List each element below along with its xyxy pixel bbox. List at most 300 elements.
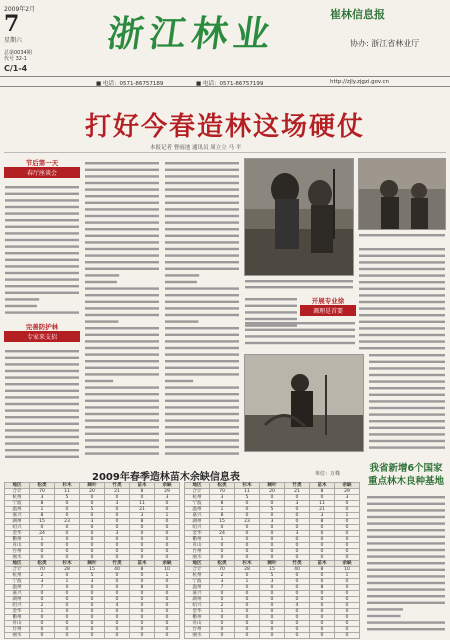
table-cell: 3 <box>285 501 310 507</box>
text-line <box>165 162 239 164</box>
table-cell: 2 <box>30 573 55 579</box>
table-cell: 3 <box>30 579 55 585</box>
table-cell: 0 <box>105 621 130 627</box>
text-line <box>359 288 445 290</box>
text-line <box>5 186 79 188</box>
table-cell: 0 <box>105 537 130 543</box>
column-header: 余缺 <box>155 483 180 489</box>
text-line <box>85 274 119 276</box>
table-cell: 0 <box>285 507 310 513</box>
table-cell: 0 <box>105 543 130 549</box>
table-cell: 0 <box>310 495 335 501</box>
table-cell: 0 <box>310 615 335 621</box>
text-line <box>369 354 445 356</box>
table-cell: 0 <box>155 621 180 627</box>
table-cell: 3 <box>155 495 180 501</box>
date-weekday: 星期六 <box>4 37 23 44</box>
table-cell: 8 <box>130 585 155 591</box>
text-line <box>5 383 79 385</box>
table-cell: 宁波 <box>185 579 210 585</box>
table-cell: 28 <box>55 567 80 573</box>
brand-name: 崔林信息报 <box>330 8 385 21</box>
table-cell: 0 <box>210 525 235 531</box>
column-header: 余缺 <box>155 561 180 567</box>
date-year-month: 2009年2月 <box>4 6 36 13</box>
text-line <box>85 360 159 362</box>
table-cell: 0 <box>130 495 155 501</box>
table-cell: 0 <box>260 621 285 627</box>
table-cell: 0 <box>260 627 285 633</box>
table-cell: 8 <box>130 519 155 525</box>
table-cell: 0 <box>260 543 285 549</box>
text-line <box>369 427 445 429</box>
table-cell: 40 <box>105 567 130 573</box>
table-cell: 0 <box>235 531 260 537</box>
text-line <box>359 255 445 257</box>
table-cell: 0 <box>235 543 260 549</box>
table-cell: 0 <box>130 543 155 549</box>
text-line <box>85 320 118 322</box>
table-cell: 0 <box>235 597 260 603</box>
table-cell: 0 <box>210 549 235 555</box>
table-cell: 0 <box>80 537 105 543</box>
text-line <box>165 254 239 256</box>
table-cell: 0 <box>285 633 310 639</box>
text-line <box>165 241 239 243</box>
table-cell: 0 <box>80 531 105 537</box>
table-cell: 0 <box>155 549 180 555</box>
text-line <box>85 235 159 237</box>
text-line <box>245 298 297 300</box>
table-cell: 21 <box>310 507 335 513</box>
text-line <box>85 182 159 184</box>
text-line <box>165 400 239 402</box>
table-cell: 15 <box>30 519 55 525</box>
table-unit: 单位：万株 <box>315 471 341 477</box>
text-line <box>245 286 353 288</box>
table-cell: 绍兴 <box>5 525 30 531</box>
table-cell: 0 <box>30 543 55 549</box>
table-cell: 1 <box>155 513 180 519</box>
text-line <box>245 280 353 282</box>
text-line <box>367 582 445 584</box>
table-cell: 3 <box>285 531 310 537</box>
text-line <box>369 374 445 376</box>
text-line <box>165 373 239 375</box>
table-cell: 0 <box>235 591 260 597</box>
table-cell: 11 <box>310 501 335 507</box>
table-cell: 1 <box>155 573 180 579</box>
table-cell: 5 <box>260 507 285 513</box>
table-cell: 温州 <box>5 507 30 513</box>
text-line <box>165 202 239 204</box>
text-line <box>369 361 445 363</box>
text-line <box>359 301 445 303</box>
table-cell: 0 <box>260 615 285 621</box>
table-row <box>5 633 180 639</box>
table-cell: 11 <box>130 501 155 507</box>
table-cell: 0 <box>285 615 310 621</box>
table-cell: 8 <box>210 513 235 519</box>
text-line <box>5 436 79 438</box>
table-cell: 21 <box>105 489 130 495</box>
table-cell: 0 <box>80 501 105 507</box>
text-line <box>359 340 445 342</box>
text-line <box>367 575 445 577</box>
column-header: 苗木 <box>130 561 155 567</box>
table-cell: 0 <box>335 531 360 537</box>
table-cell: 0 <box>80 615 105 621</box>
table-cell: 台州 <box>5 549 30 555</box>
contact-bar <box>0 76 450 87</box>
article-body-text <box>164 160 240 458</box>
subhead-1: 节后第一天 <box>25 159 59 167</box>
text-line <box>165 413 239 415</box>
text-line <box>245 311 297 313</box>
table-cell: 0 <box>80 597 105 603</box>
table-cell: 0 <box>335 501 360 507</box>
article-body-text <box>368 352 446 452</box>
table-cell: 0 <box>155 615 180 621</box>
table-cell: 0 <box>55 555 80 561</box>
text-line <box>5 350 79 352</box>
table-cell: 0 <box>210 621 235 627</box>
table-cell: 0 <box>335 633 360 639</box>
table-cell: 10 <box>155 567 180 573</box>
text-line <box>85 314 159 316</box>
table-cell: 0 <box>335 609 360 615</box>
byline: 本报记者 曹雨池 通讯员 周立立 马 平 <box>150 145 242 151</box>
table-cell: 0 <box>310 537 335 543</box>
table-cell: 0 <box>285 543 310 549</box>
table-cell: 0 <box>335 615 360 621</box>
table-cell: 金华 <box>185 609 210 615</box>
table-cell: 24 <box>210 531 235 537</box>
text-line <box>367 542 445 544</box>
text-line <box>369 407 445 409</box>
table-cell: 0 <box>55 501 80 507</box>
text-line <box>85 307 159 309</box>
table-cell: 0 <box>80 633 105 639</box>
table-cell: 0 <box>130 591 155 597</box>
table-cell: 23 <box>235 519 260 525</box>
table-cell: 0 <box>130 633 155 639</box>
table-cell: 1 <box>30 537 55 543</box>
table-cell: 3 <box>335 495 360 501</box>
table-cell: 合计 <box>5 489 30 495</box>
photo-caption <box>358 232 446 244</box>
text-line <box>165 287 239 289</box>
table-cell: 0 <box>80 543 105 549</box>
text-line <box>5 272 79 274</box>
text-line <box>85 202 159 204</box>
table-cell: 28 <box>235 567 260 573</box>
text-line <box>85 162 159 164</box>
table-cell: 0 <box>30 525 55 531</box>
table-cell: 0 <box>105 609 130 615</box>
text-lines <box>164 160 240 458</box>
table-cell: 0 <box>55 603 80 609</box>
table-cell: 0 <box>285 627 310 633</box>
text-line <box>369 400 445 402</box>
table-cell: 21 <box>285 489 310 495</box>
table-cell: 0 <box>55 525 80 531</box>
text-line <box>85 261 159 263</box>
table-cell: 0 <box>335 585 360 591</box>
table-cell: 0 <box>130 555 155 561</box>
table-cell: 0 <box>30 597 55 603</box>
table-cell: 0 <box>105 597 130 603</box>
table-cell: 15 <box>260 567 285 573</box>
table-cell: 0 <box>335 627 360 633</box>
table-cell: 0 <box>155 627 180 633</box>
table-cell: 3 <box>80 519 105 525</box>
subhead-3: 开展专业徐 <box>311 297 345 305</box>
table-cell: 0 <box>210 615 235 621</box>
table-cell: 0 <box>260 531 285 537</box>
table-cell: 20 <box>260 489 285 495</box>
table-cell: 0 <box>130 525 155 531</box>
table-cell: 0 <box>210 633 235 639</box>
table-cell: 4 <box>105 603 130 609</box>
table-cell: 0 <box>55 543 80 549</box>
text-line <box>5 403 79 405</box>
text-line <box>5 376 79 378</box>
text-line <box>165 439 239 441</box>
table-cell: 70 <box>30 489 55 495</box>
table-cell: 5 <box>80 573 105 579</box>
table-cell: 8 <box>130 489 155 495</box>
text-line <box>165 452 239 454</box>
column-header: 地区 <box>185 561 210 567</box>
table-title: 2009年春季造林苗木余缺信息表 <box>92 472 240 483</box>
table-cell: 湖州 <box>185 519 210 525</box>
table-cell: 0 <box>310 531 335 537</box>
table-cell: 0 <box>55 597 80 603</box>
photo-image <box>359 159 446 230</box>
table-cell: 70 <box>210 567 235 573</box>
table-cell: 0 <box>235 501 260 507</box>
text-line <box>85 353 159 355</box>
phone-2: ■ 电话：0571-86757199 <box>196 81 264 87</box>
text-line <box>5 219 79 221</box>
table-cell: 10 <box>335 567 360 573</box>
table-cell: 宁波 <box>185 501 210 507</box>
text-lines <box>4 348 80 458</box>
table-cell: 宁波 <box>5 579 30 585</box>
photo-ceremony <box>358 158 446 230</box>
table-cell: 0 <box>335 543 360 549</box>
text-line <box>367 588 445 590</box>
column-header: 地区 <box>5 483 30 489</box>
text-line <box>85 334 159 336</box>
table-cell: 0 <box>155 531 180 537</box>
text-line <box>245 335 355 337</box>
table-cell: 0 <box>155 597 180 603</box>
table-cell: 40 <box>285 567 310 573</box>
table-cell: 29 <box>335 489 360 495</box>
text-line <box>5 442 79 444</box>
text-line <box>85 452 159 454</box>
text-line <box>165 182 239 184</box>
text-line <box>85 281 117 283</box>
article-body-text <box>358 246 446 350</box>
table-cell: 0 <box>210 597 235 603</box>
text-line <box>5 239 79 241</box>
text-line <box>85 301 159 303</box>
column-header: 余缺 <box>335 483 360 489</box>
text-line <box>5 285 79 287</box>
table-cell: 3 <box>105 531 130 537</box>
table-cell: 0 <box>235 633 260 639</box>
table-cell: 0 <box>310 555 335 561</box>
table-cell: 0 <box>155 603 180 609</box>
table-cell: 0 <box>285 591 310 597</box>
text-line <box>245 305 297 307</box>
table-cell: 0 <box>55 531 80 537</box>
table-cell: 1 <box>30 507 55 513</box>
table-cell: 杭州 <box>185 573 210 579</box>
table-cell: 0 <box>130 627 155 633</box>
table-cell: 0 <box>335 621 360 627</box>
table-cell: 0 <box>260 555 285 561</box>
table-cell: 杭州 <box>5 495 30 501</box>
table-cell: 0 <box>55 537 80 543</box>
issue-line: 代号 32-1 <box>4 56 27 62</box>
table-cell: 丽水 <box>5 633 30 639</box>
table-cell: 3 <box>210 495 235 501</box>
table-cell: 0 <box>130 621 155 627</box>
text-line <box>369 394 445 396</box>
table-cell: 0 <box>235 603 260 609</box>
table-cell: 0 <box>30 555 55 561</box>
table-cell: 0 <box>310 621 335 627</box>
table-cell: 0 <box>80 591 105 597</box>
text-line <box>5 390 79 392</box>
text-line <box>367 516 445 518</box>
text-line <box>85 340 159 342</box>
text-line <box>5 423 79 425</box>
table-cell: 0 <box>155 537 180 543</box>
table-cell: 8 <box>130 567 155 573</box>
text-line <box>359 274 445 276</box>
text-line <box>369 367 445 369</box>
text-line <box>165 380 193 382</box>
text-line <box>165 169 239 171</box>
page-number: C/1-4 <box>4 64 28 73</box>
text-line <box>359 307 445 309</box>
table-cell: 0 <box>310 609 335 615</box>
text-line <box>165 419 239 421</box>
text-line <box>359 281 445 283</box>
text-line <box>367 595 445 597</box>
table-cell: 合计 <box>185 489 210 495</box>
text-line <box>165 281 197 283</box>
text-line <box>367 496 445 498</box>
text-line <box>5 416 79 418</box>
table-cell: 0 <box>155 591 180 597</box>
table-cell: 湖州 <box>5 519 30 525</box>
text-line <box>5 298 39 300</box>
text-line <box>359 327 445 329</box>
text-lines <box>4 184 80 316</box>
website-link[interactable]: http://zjly.zjgzi.gov.cn <box>330 79 390 85</box>
column-header: 阔叶 <box>260 561 285 567</box>
text-line <box>5 456 79 458</box>
text-line <box>165 340 239 342</box>
text-line <box>369 433 445 435</box>
text-line <box>245 329 355 331</box>
table-cell: 0 <box>55 621 80 627</box>
table-cell: 0 <box>335 519 360 525</box>
text-line <box>85 327 159 329</box>
table-cell: 15 <box>210 519 235 525</box>
table-cell: 0 <box>80 621 105 627</box>
table-cell: 2 <box>210 603 235 609</box>
table-cell: 温州 <box>185 585 210 591</box>
text-line <box>165 367 239 369</box>
table-cell: 丽水 <box>185 633 210 639</box>
column-header: 竹类 <box>105 561 130 567</box>
table-cell: 0 <box>260 513 285 519</box>
table-cell: 0 <box>130 603 155 609</box>
seedling-table-right-top <box>184 482 360 561</box>
table-cell: 0 <box>80 513 105 519</box>
text-line <box>5 265 79 267</box>
text-line <box>5 311 79 313</box>
column-header: 松类 <box>210 483 235 489</box>
column-header: 苗木 <box>310 483 335 489</box>
text-line <box>359 248 445 250</box>
seedling-table-left-bottom <box>4 560 180 639</box>
text-line <box>85 426 159 428</box>
text-line <box>367 549 445 551</box>
text-line <box>245 322 355 324</box>
table-cell: 0 <box>210 555 235 561</box>
table-cell: 8 <box>310 585 335 591</box>
text-line <box>165 406 239 408</box>
table-cell: 0 <box>105 615 130 621</box>
table-cell: 0 <box>235 615 260 621</box>
divider <box>4 152 446 153</box>
table-cell: 台州 <box>5 627 30 633</box>
table-cell: 0 <box>335 549 360 555</box>
text-line <box>367 602 445 604</box>
table-cell: 0 <box>130 537 155 543</box>
text-line <box>367 529 445 531</box>
column-header: 竹类 <box>285 483 310 489</box>
table-cell: 0 <box>285 585 310 591</box>
table-cell: 0 <box>155 609 180 615</box>
table-cell: 5 <box>80 507 105 513</box>
text-line <box>85 393 159 395</box>
table-cell: 0 <box>30 615 55 621</box>
table-cell: 1 <box>210 609 235 615</box>
text-line <box>165 215 239 217</box>
table-cell: 0 <box>80 495 105 501</box>
table-cell: 0 <box>55 585 80 591</box>
table-cell: 0 <box>335 579 360 585</box>
table-cell: 0 <box>335 507 360 513</box>
text-line <box>369 420 445 422</box>
table-cell: 0 <box>80 603 105 609</box>
table-cell: 0 <box>235 537 260 543</box>
text-line <box>85 221 159 223</box>
text-line <box>165 274 199 276</box>
table-cell: 0 <box>335 603 360 609</box>
text-line <box>85 439 159 441</box>
table-cell: 0 <box>30 621 55 627</box>
